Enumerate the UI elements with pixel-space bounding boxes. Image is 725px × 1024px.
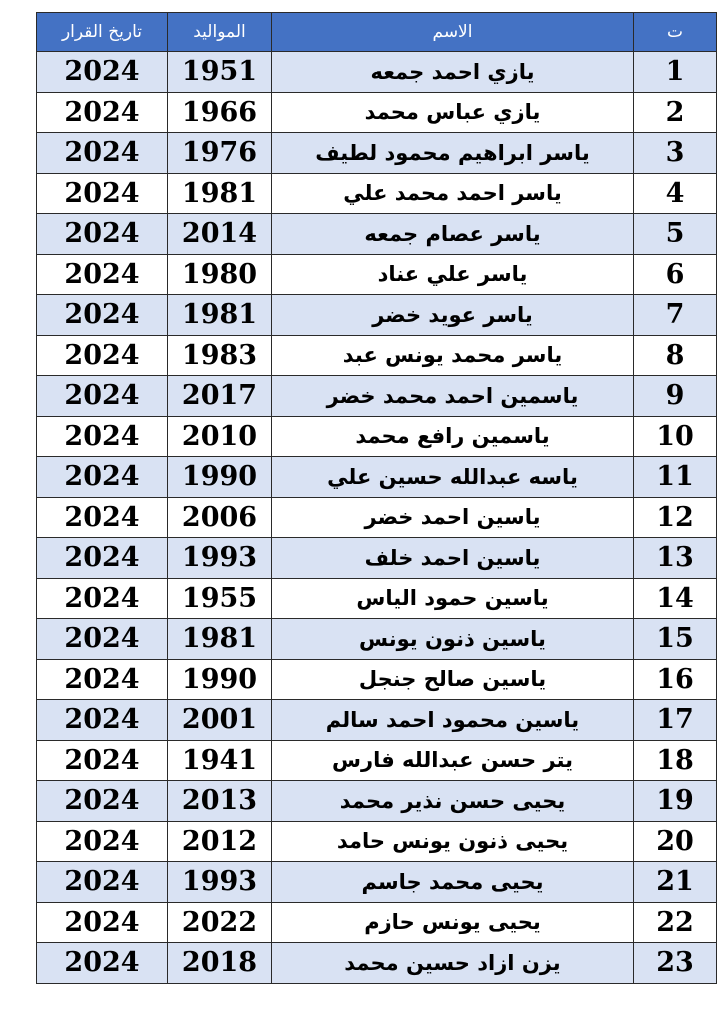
row-number-cell: 13 [634,538,717,579]
birth-year-cell: 2017 [168,376,272,417]
birth-year-cell: 1993 [168,862,272,903]
birth-year-cell: 1983 [168,335,272,376]
birth-year-cell: 1981 [168,619,272,660]
name-cell: يحيى ذنون يونس حامد [272,821,634,862]
name-cell: يازي عباس محمد [272,92,634,133]
decision-year-cell: 2024 [37,943,168,984]
table-row [37,902,717,943]
table-row [37,538,717,579]
table-row [37,214,717,255]
name-cell: ياسر علي عناد [272,254,634,295]
header-birth-year: المواليد [168,13,272,52]
name-cell: يحيى يونس حازم [272,902,634,943]
row-number-cell: 18 [634,740,717,781]
table-row [37,457,717,498]
birth-year-cell: 2013 [168,781,272,822]
name-cell: ياسمين رافع محمد [272,416,634,457]
decision-year-cell: 2024 [37,335,168,376]
decision-year-cell: 2024 [37,254,168,295]
decision-year-cell: 2024 [37,902,168,943]
table-row [37,295,717,336]
row-number-cell: 9 [634,376,717,417]
row-number-cell: 8 [634,335,717,376]
birth-year-cell: 1981 [168,295,272,336]
row-number-cell: 14 [634,578,717,619]
name-cell: ياسين محمود احمد سالم [272,700,634,741]
name-cell: ياسر ابراهيم محمود لطيف [272,133,634,174]
table-row [37,578,717,619]
row-number-cell: 4 [634,173,717,214]
table-header-row [37,13,717,52]
name-cell: ياسر محمد يونس عبد [272,335,634,376]
table-row [37,416,717,457]
birth-year-cell: 1981 [168,173,272,214]
name-cell: ياسمين احمد محمد خضر [272,376,634,417]
decision-year-cell: 2024 [37,457,168,498]
decision-year-cell: 2024 [37,700,168,741]
birth-year-cell: 1990 [168,457,272,498]
row-number-cell: 20 [634,821,717,862]
birth-year-cell: 2018 [168,943,272,984]
row-number-cell: 12 [634,497,717,538]
table-row [37,700,717,741]
name-cell: ياسين ذنون يونس [272,619,634,660]
row-number-cell: 6 [634,254,717,295]
name-cell: ياسين احمد خلف [272,538,634,579]
decision-year-cell: 2024 [37,862,168,903]
header-number: ت [634,13,717,52]
name-cell: يازي احمد جمعه [272,52,634,93]
birth-year-cell: 1976 [168,133,272,174]
decision-year-cell: 2024 [37,416,168,457]
table-row [37,335,717,376]
row-number-cell: 19 [634,781,717,822]
name-cell: يتر حسن عبدالله فارس [272,740,634,781]
row-number-cell: 11 [634,457,717,498]
decision-year-cell: 2024 [37,740,168,781]
birth-year-cell: 1993 [168,538,272,579]
row-number-cell: 5 [634,214,717,255]
decision-year-cell: 2024 [37,659,168,700]
table-row [37,254,717,295]
decision-year-cell: 2024 [37,214,168,255]
birth-year-cell: 1941 [168,740,272,781]
table-row [37,781,717,822]
decision-year-cell: 2024 [37,619,168,660]
row-number-cell: 2 [634,92,717,133]
birth-year-cell: 1955 [168,578,272,619]
table-row [37,92,717,133]
name-cell: ياسين صالح جنجل [272,659,634,700]
birth-year-cell: 2010 [168,416,272,457]
name-cell: يحيى محمد جاسم [272,862,634,903]
row-number-cell: 3 [634,133,717,174]
row-number-cell: 22 [634,902,717,943]
decision-year-cell: 2024 [37,578,168,619]
name-cell: يزن ازاد حسين محمد [272,943,634,984]
name-cell: ياسر عويد خضر [272,295,634,336]
table-row [37,659,717,700]
row-number-cell: 17 [634,700,717,741]
row-number-cell: 1 [634,52,717,93]
birth-year-cell: 2014 [168,214,272,255]
decision-year-cell: 2024 [37,538,168,579]
birth-year-cell: 1951 [168,52,272,93]
row-number-cell: 23 [634,943,717,984]
header-decision-date: تاريخ القرار [37,13,168,52]
birth-year-cell: 2006 [168,497,272,538]
decision-year-cell: 2024 [37,781,168,822]
decision-year-cell: 2024 [37,821,168,862]
decision-year-cell: 2024 [37,92,168,133]
name-cell: ياسر احمد محمد علي [272,173,634,214]
name-cell: ياسه عبدالله حسين علي [272,457,634,498]
decision-year-cell: 2024 [37,52,168,93]
records-table [36,12,717,984]
table-row [37,821,717,862]
table-row [37,862,717,903]
name-cell: ياسين احمد خضر [272,497,634,538]
table-body [37,52,717,984]
row-number-cell: 16 [634,659,717,700]
table-row [37,173,717,214]
table-row [37,133,717,174]
birth-year-cell: 2022 [168,902,272,943]
decision-year-cell: 2024 [37,376,168,417]
table-row [37,943,717,984]
decision-year-cell: 2024 [37,295,168,336]
birth-year-cell: 1966 [168,92,272,133]
birth-year-cell: 1990 [168,659,272,700]
table-row [37,740,717,781]
name-cell: ياسر عصام جمعه [272,214,634,255]
birth-year-cell: 1980 [168,254,272,295]
birth-year-cell: 2001 [168,700,272,741]
row-number-cell: 10 [634,416,717,457]
decision-year-cell: 2024 [37,173,168,214]
records-sheet [36,12,716,984]
decision-year-cell: 2024 [37,497,168,538]
name-cell: يحيى حسن نذير محمد [272,781,634,822]
header-name: الاسم [272,13,634,52]
row-number-cell: 15 [634,619,717,660]
table-row [37,619,717,660]
row-number-cell: 21 [634,862,717,903]
table-row [37,52,717,93]
decision-year-cell: 2024 [37,133,168,174]
row-number-cell: 7 [634,295,717,336]
table-row [37,376,717,417]
name-cell: ياسين حمود الياس [272,578,634,619]
birth-year-cell: 2012 [168,821,272,862]
table-row [37,497,717,538]
